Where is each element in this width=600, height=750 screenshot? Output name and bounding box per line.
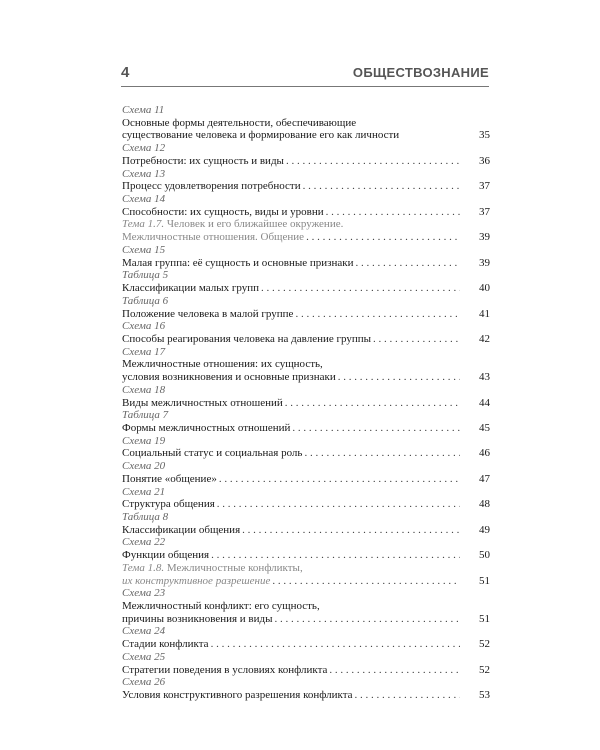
toc-topic-entry [122,575,490,588]
toc-entry [122,155,490,168]
toc-entry [122,206,490,219]
toc-page-number: 37 [479,180,490,193]
topic-number: Тема 1.7. [122,218,165,231]
toc-section-label: Схема 12 [122,142,166,155]
toc-entry-text: Основные формы деятельности, обеспечивающие [122,116,357,129]
topic-title: Межличностные конфликты, [166,561,303,574]
toc-entry [122,664,490,677]
toc-entry-line [122,358,490,371]
toc-section-label: Схема 26 [122,676,166,689]
toc-entry-text: Социальный статус и социальная роль [122,447,303,460]
toc-page-number: 50 [479,549,490,562]
toc-topic-heading [122,562,490,575]
topic-number: Тема 1.8. [122,561,165,574]
toc-page-number: 53 [479,689,490,702]
toc-entry-text: Потребности: их сущность и виды [122,154,284,167]
toc-entry-text: Понятие «общение» [122,472,217,485]
toc-page-number: 48 [479,498,490,511]
page-header [121,64,489,86]
toc-entry-text: Межличностные отношения. Общение [122,231,305,244]
toc-entry-text: Положение человека в малой группе [122,307,294,320]
toc-section-label: Схема 22 [122,536,166,549]
toc-entry-line [122,600,490,613]
toc-page-number: 49 [479,523,490,536]
toc-section-label: Схема 16 [122,320,166,333]
toc-section-label: Таблица 6 [122,294,169,307]
toc-entry [122,422,490,435]
toc-entry-line [122,117,490,130]
toc-entry-text: условия возникновения и основные признаки [122,371,336,384]
dot-leader [259,282,460,295]
toc-entry-text: Структура общения [122,498,215,511]
toc-entry [122,257,490,270]
dot-leader [273,613,461,626]
toc-page-number: 52 [479,638,490,651]
toc-page-number: 35 [479,129,490,142]
toc-entry-text: причины возникновения и виды [122,612,273,625]
dot-leader [353,689,460,702]
toc-entry [122,498,490,511]
toc-page-number: 47 [479,472,490,485]
toc-page-number: 39 [479,231,490,244]
toc-section-label: Таблица 7 [122,409,169,422]
toc-section-label: Таблица 8 [122,511,169,523]
dot-leader [209,638,460,651]
topic-title: Человек и его ближайшее окружение. [166,218,344,231]
toc-topic-entry [122,231,490,244]
dot-leader [304,231,460,244]
toc-entry-text: Способности: их сущность, виды и уровни [122,205,324,218]
toc-page-number: 37 [479,205,490,218]
toc-entry-text: существование человека и формирование его как личности [122,129,400,142]
toc-page-number: 52 [479,663,490,676]
dot-leader [215,498,460,511]
toc-entry [122,613,490,626]
dot-leader [283,397,460,410]
toc-section-label: Схема 18 [122,383,166,396]
toc-page-number: 39 [479,256,490,269]
toc-topic-heading [122,218,490,231]
toc-entry-text: Процесс удовлетворения потребности [122,180,301,193]
header-rule [121,86,489,87]
table-of-contents [122,104,490,702]
toc-page-number: 44 [479,396,490,409]
toc-page-number: 51 [479,612,490,625]
dot-leader [354,257,460,270]
dot-leader [327,664,460,677]
running-title: ОБЩЕСТВОЗНАНИЕ [352,65,489,80]
toc-section-label: Схема 19 [122,434,166,447]
toc-page-number: 45 [479,421,490,434]
toc-page-number: 42 [479,332,490,345]
toc-entry [122,333,490,346]
toc-entry-text: Формы межличностных отношений [122,421,291,434]
dot-leader [290,422,460,435]
toc-entry-text: Стратегии поведения в условиях конфликта [122,663,328,676]
toc-page-number: 41 [479,307,490,320]
page-number: 4 [121,64,130,81]
toc-entry-text: Межличностные отношения: их сущность, [122,358,323,371]
toc-entry [122,371,490,384]
toc-entry-text: Функции общения [122,549,210,562]
dot-leader [324,206,460,219]
toc-entry-text: Классификации общения [122,523,241,536]
toc-section-label: Схема 13 [122,167,166,180]
toc-section-label: Схема 25 [122,650,166,663]
toc-entry-text: Виды межличностных отношений [122,396,283,409]
toc-entry [122,397,490,410]
toc-entry-text: их конструктивное разрешение [122,574,271,587]
toc-section-label: Схема 21 [122,485,166,498]
toc-entry-text: Малая группа: её сущность и основные признаки [122,256,354,269]
toc-entry [122,524,490,537]
dot-leader [293,308,460,321]
dot-leader [217,473,460,486]
toc-entry-text: Способы реагирования человека на давление группы [122,332,372,345]
toc-section-label: Схема 11 [122,104,165,116]
toc-section-label: Схема 24 [122,625,166,638]
toc-entry [122,447,490,460]
dot-leader [240,524,460,537]
toc-entry [122,473,490,486]
toc-entry [122,689,490,702]
toc-entry [122,308,490,321]
dot-leader [371,333,460,346]
toc-entry-text: Межличностный конфликт: его сущность, [122,600,320,613]
toc-section-label: Схема 20 [122,460,166,473]
toc-section-label: Схема 14 [122,193,166,206]
toc-page-number: 51 [479,574,490,587]
dot-leader [284,155,460,168]
toc-page-number: 40 [479,282,490,295]
dot-leader [302,447,460,460]
dot-leader [270,575,460,588]
toc-entry [122,129,490,142]
toc-entry [122,282,490,295]
toc-section-label: Таблица 5 [122,269,169,282]
toc-page-number: 46 [479,447,490,460]
toc-page-number: 36 [479,154,490,167]
dot-leader [336,371,460,384]
dot-leader [301,180,460,193]
toc-section-label: Схема 23 [122,587,166,600]
toc-section-label: Схема 15 [122,243,166,256]
toc-entry-text: Классификации малых групп [122,282,259,295]
toc-entry-text: Условия конструктивного разрешения конфликта [122,689,353,702]
toc-entry [122,549,490,562]
toc-entry-text: Стадии конфликта [122,638,209,651]
toc-entry [122,638,490,651]
dot-leader [209,549,460,562]
toc-page-number: 43 [479,371,490,384]
toc-entry [122,180,490,193]
toc-section-label: Схема 17 [122,345,166,358]
